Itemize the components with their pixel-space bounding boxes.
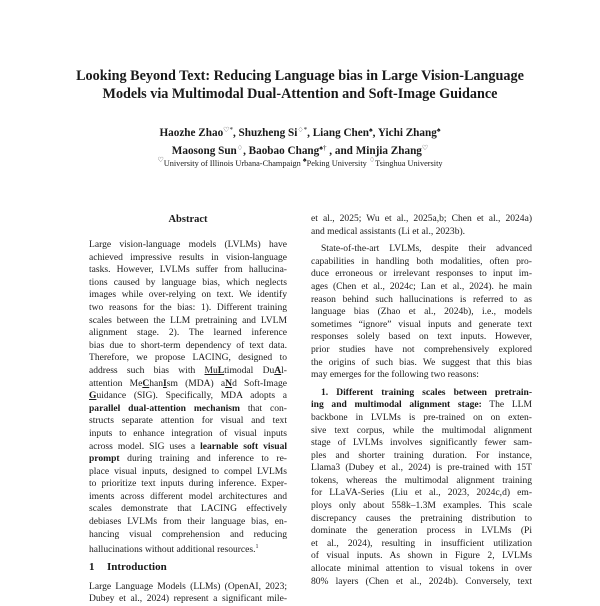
author-separator: , <box>232 127 239 139</box>
author-name: Shuzheng Si <box>238 127 298 139</box>
affiliation-name: Peking University <box>306 159 367 168</box>
text-line: prior studies have not comprehensively explored <box>311 343 532 355</box>
section-number: 1 <box>89 560 95 573</box>
left-column <box>89 213 287 606</box>
text-line: across model. SIG uses a learnable soft visual <box>89 440 287 452</box>
text-line: dominate the generation process in LVLMs (Pi <box>311 525 532 537</box>
text-line: prompt during training and inference to re- <box>89 453 287 465</box>
text-line: allocate minimal attention to visual tokens in over <box>311 563 532 575</box>
author-separator: , <box>372 127 378 139</box>
author-name: Yichi Zhang <box>377 127 437 139</box>
author-affiliation-mark: ♢ <box>236 144 244 152</box>
affiliation-name: Tsinghua University <box>375 159 443 168</box>
text-line: and medical assistants (Li et al., 2023b). <box>311 225 466 237</box>
text-line: stage of LVLMs involves significantly fewer sam- <box>311 437 532 449</box>
text-line: scales demonstrate that LACING effectively <box>89 503 287 515</box>
text-line: hancing visual comprehension and reducing <box>89 528 287 540</box>
text-line: ages (Chen et al., 2024c; Lan et al., 2024). he main <box>311 280 532 292</box>
text-line: capabilities in handling both modalities, often pro- <box>311 255 532 267</box>
text-line: to prioritize text inputs during inference. Exper- <box>89 478 287 490</box>
text-line: et al., 2024), resulting in insufficient utilization <box>311 537 532 549</box>
introduction-body <box>89 581 287 606</box>
text-line: of visual inputs. As shown in Figure 2, LVLMs <box>311 550 532 562</box>
text-line: et al., 2025; Wu et al., 2025a,b; Chen et al., 2024a) <box>311 213 532 224</box>
text-line: ploys only about 558k–1.3M examples. This scale <box>311 500 532 512</box>
author-name: Maosong Sun <box>171 145 237 157</box>
text-line: parallel dual-attention mechanism that con- <box>89 402 287 414</box>
affiliation-mark: ♡ <box>157 156 164 164</box>
text-line: tions caused by language bias, which neglects <box>89 276 287 288</box>
text-line: Guidance (SIG). Specifically, MDA adopts a <box>89 390 287 402</box>
text-line: the origins of such bias. We suggest that this bias <box>311 356 532 368</box>
author-line <box>40 123 560 141</box>
text-line: images while over-relying on text. We identify <box>89 289 287 301</box>
text-line: bias due to short-term dependency of text data. <box>89 339 287 351</box>
text-line: Large Language Models (LLMs) (OpenAI, 2023; <box>89 580 287 592</box>
text-line: sometimes “ignore” visual inputs and generate text <box>311 318 532 330</box>
text-line: scales between the LLM pretraining and LVLM <box>89 314 287 326</box>
abstract-body <box>89 239 287 554</box>
section-heading <box>89 559 287 575</box>
author-affiliation-mark: ♠† <box>319 144 327 152</box>
text-line: hallucinations without additional resources.$^1$ <box>89 544 259 556</box>
paper-title <box>40 67 560 103</box>
text-line: Large vision-language models (LVLMs) have <box>89 239 287 250</box>
author-separator: , <box>307 127 313 139</box>
author-name: Liang Chen <box>312 127 369 139</box>
author-affiliation-mark: ♡* <box>223 126 233 134</box>
text-line: place visual inputs, designed to compel LVLMs <box>89 465 287 477</box>
text-line: attention MeChanIsm (MDA) aNd Soft-Image <box>89 377 287 389</box>
text-line: sive text corpus, while the multimodal alignment <box>311 424 532 436</box>
abstract-heading: Abstract <box>168 214 208 225</box>
author-list <box>40 123 560 159</box>
text-line: structs separate attention for visual and text <box>89 415 287 427</box>
text-line: backbone in LVLMs is pre-trained on on exten- <box>311 411 532 423</box>
text-line: may emerges for the following two reasons: <box>311 369 479 381</box>
text-line: 1. Different training scales between pretrain- <box>321 386 532 398</box>
author-name: Minjia Zhang <box>355 145 422 157</box>
text-line: language bias (Zhao et al., 2024b), i.e., models <box>311 306 532 318</box>
affiliation-mark: ♠ <box>302 156 307 164</box>
author-affiliation-mark: ♡ <box>421 144 429 152</box>
title-line: Looking Beyond Text: Reducing Language bias in Large Vision-Language <box>76 68 524 84</box>
text-line: iments across different model architectures and <box>89 490 287 502</box>
text-line: State-of-the-art LVLMs, despite their advanced <box>321 243 532 255</box>
title-line: Models via Multimodal Dual-Attention and Soft-Image Guidance <box>102 86 498 102</box>
text-line: Llama3 (Dubey et al., 2024) is pre-trained with 15T <box>311 462 532 474</box>
affiliation-mark: ♢ <box>368 156 376 164</box>
text-line: two reasons for the bias: 1). Different training <box>89 301 287 313</box>
text-line: tokens, whereas the multimodal alignment training <box>311 474 532 486</box>
text-line: duce erroneous or irrelevant responses to input im- <box>311 268 532 280</box>
text-line: reason behind such hallucinations is referred to as <box>311 293 532 305</box>
text-line: achieved impressive results in vision-language <box>89 251 287 263</box>
section-title: Introduction <box>107 560 167 573</box>
text-line: responses solely based on text inputs. However, <box>311 331 532 343</box>
text-line: ples and shorter training duration. For instance, <box>311 449 532 461</box>
text-line: address such bias with MuLtimodal DuAl- <box>89 364 287 376</box>
text-line: tasks. However, LVLMs suffer from hallucina- <box>89 264 287 276</box>
author-affiliation-mark: ♠ <box>436 126 441 134</box>
affiliation-list <box>40 155 560 169</box>
author-name: Haozhe Zhao <box>159 127 224 139</box>
text-line: discrepancy causes the pretraining distribution to <box>311 512 532 524</box>
right-column <box>311 213 532 588</box>
author-affiliation-mark: ♢* <box>297 126 308 134</box>
text-line: ing and multimodal alignment stage: The LLM <box>311 399 532 411</box>
author-separator: , and <box>326 145 356 157</box>
text-line: Dubey et al., 2024) represent a significant mile- <box>89 593 287 605</box>
text-line: 80% layers (Chen et al., 2024b). Conversely, text <box>311 575 532 587</box>
affiliation-name: University of Illinois Urbana-Champaign <box>163 159 301 168</box>
author-separator: , <box>243 145 249 157</box>
author-name: Baobao Chang <box>248 145 320 157</box>
text-line: debiases LVLMs from their language bias, en- <box>89 516 287 528</box>
author-affiliation-mark: ♠ <box>368 126 373 134</box>
text-line: Therefore, we propose LACING, designed to <box>89 352 287 364</box>
text-line: for LLaVA-Series (Liu et al., 2023, 2024c,d) em- <box>311 487 532 499</box>
text-line: inputs to enhance integration of visual inputs <box>89 427 287 439</box>
text-line: alignment stage. 2). The learned inference <box>89 327 287 339</box>
